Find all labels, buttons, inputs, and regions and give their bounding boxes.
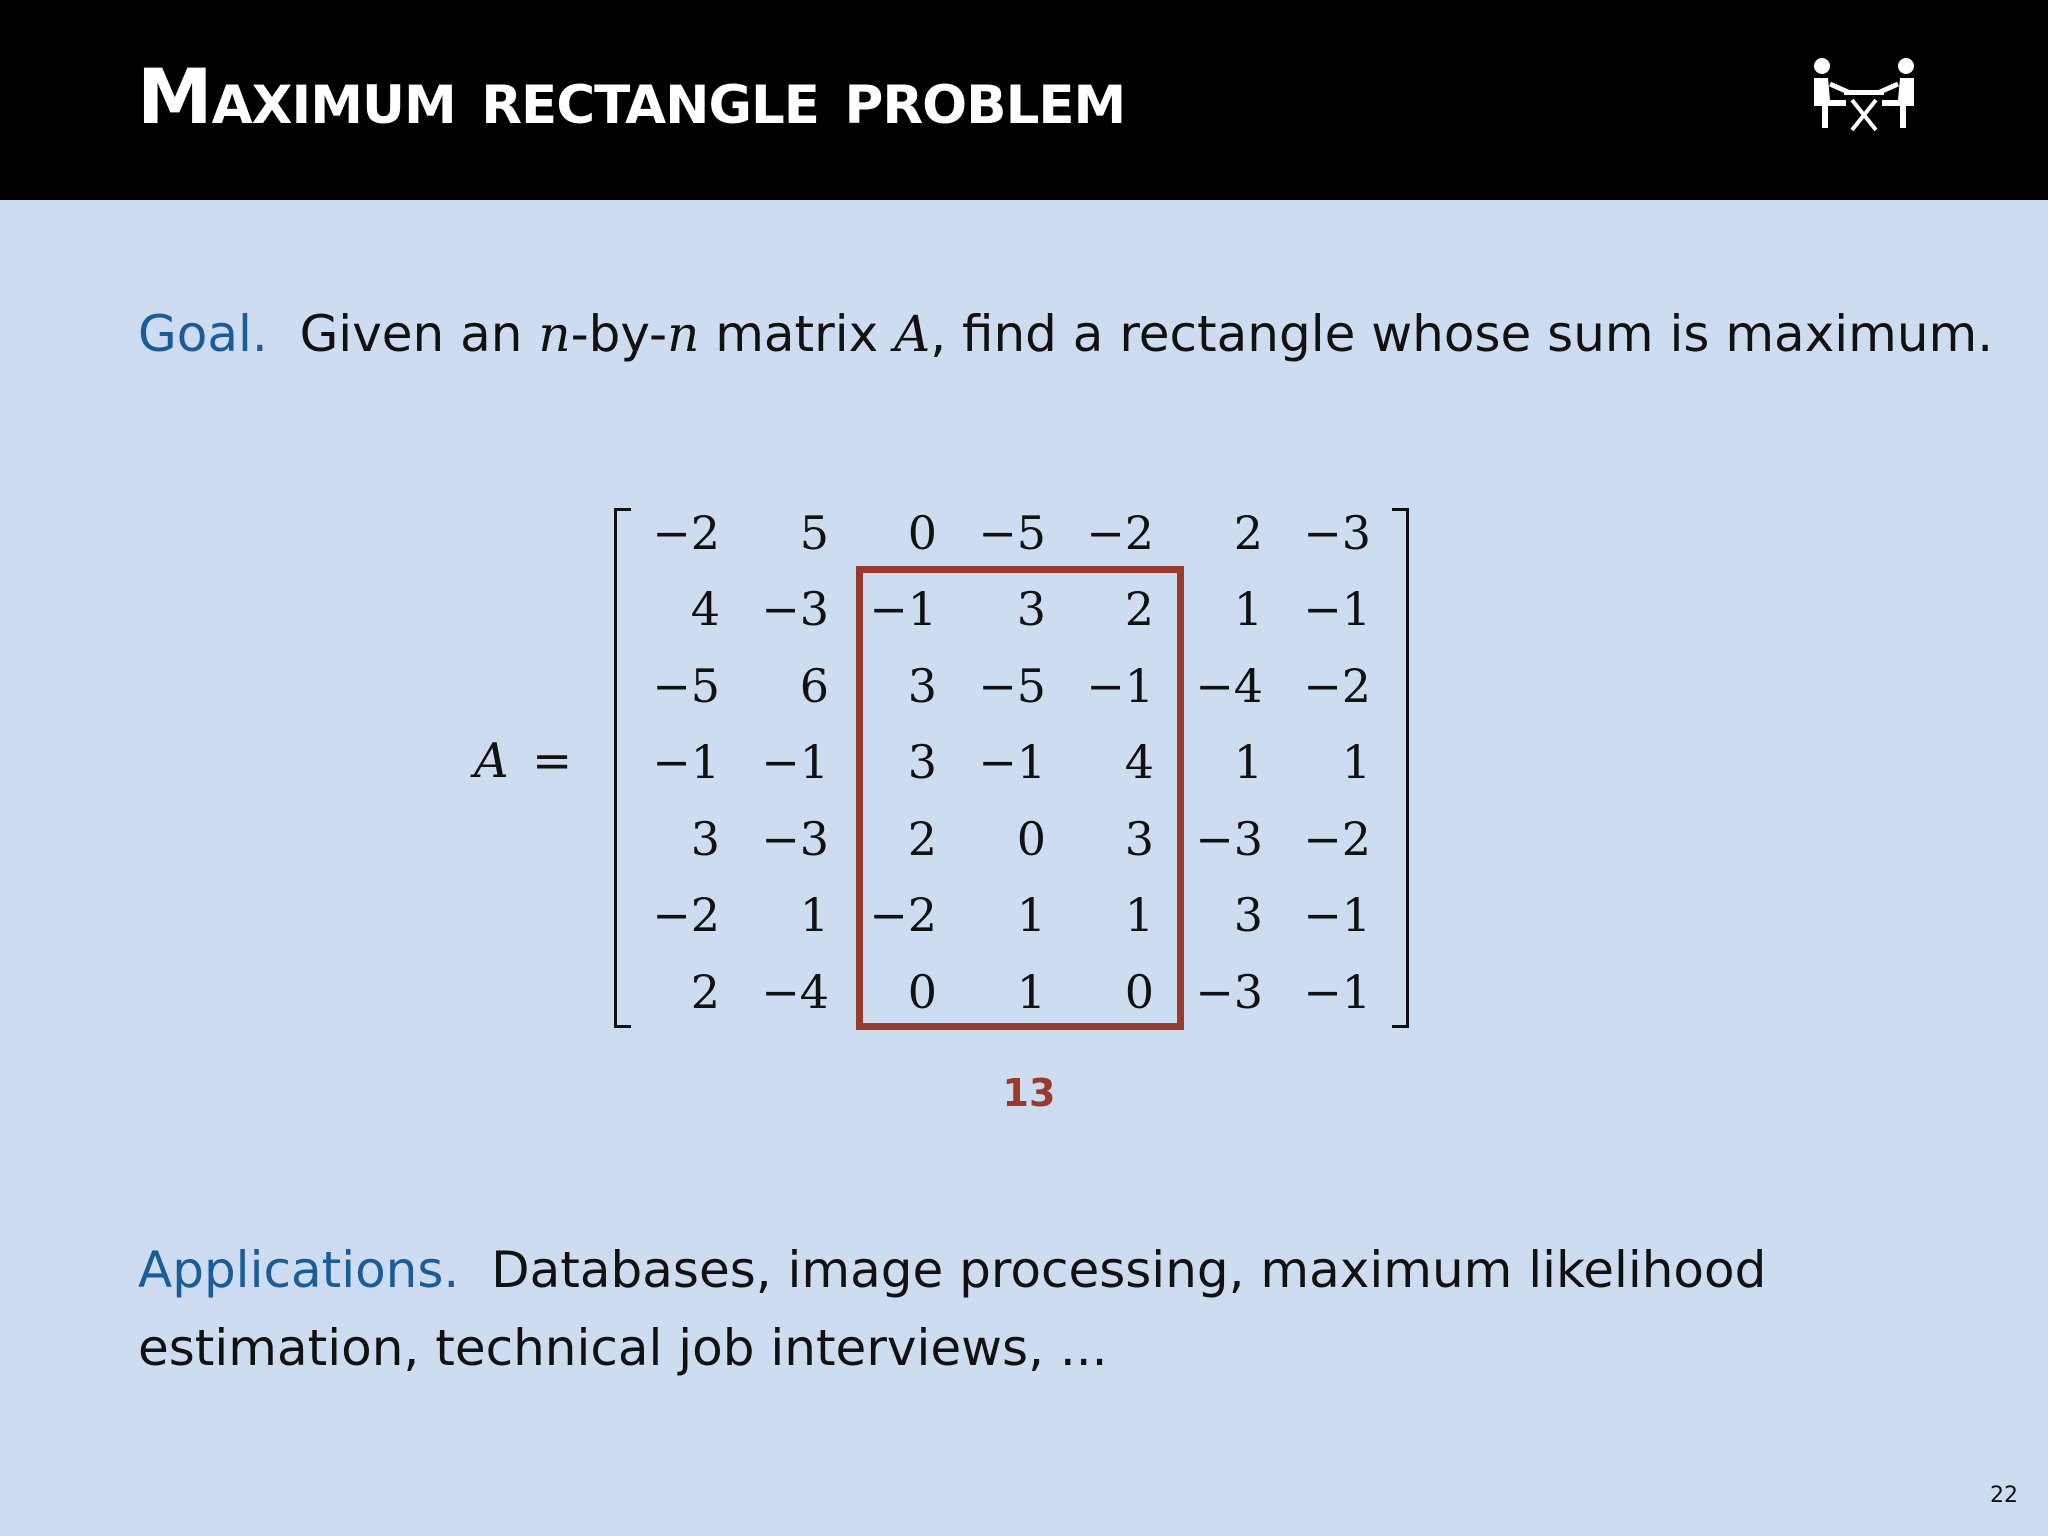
- goal-n2: n: [667, 305, 700, 363]
- slide-title: Maximum rectangle problem: [137, 52, 1126, 141]
- matrix-cell: −4: [761, 965, 829, 1019]
- page-number: 22: [1990, 1483, 2018, 1508]
- matrix-cell: −1: [652, 735, 720, 789]
- matrix-cell: −2: [652, 888, 720, 942]
- goal-text-3: matrix: [699, 305, 895, 363]
- matrix-cell: 1: [1233, 735, 1263, 789]
- matrix-cell: −1: [1303, 965, 1371, 1019]
- matrix-cell: −1: [869, 582, 937, 636]
- matrix-cell: 3: [907, 735, 937, 789]
- applications-text-2: estimation, technical job interviews, ...: [138, 1319, 1108, 1377]
- goal-text-4: , find a rectangle whose sum is maximum.: [930, 305, 1994, 363]
- left-bracket: [614, 508, 631, 1028]
- applications-line-1: [138, 1240, 1766, 1300]
- matrix-cell: 3: [1016, 582, 1046, 636]
- applications-line-2: [138, 1318, 1108, 1378]
- matrix-cell: 0: [1016, 812, 1046, 866]
- matrix-cell: −1: [1086, 659, 1154, 713]
- matrix-cell: −1: [761, 735, 829, 789]
- matrix-cell: −3: [761, 582, 829, 636]
- matrix-cell: 1: [799, 888, 829, 942]
- matrix-cell: 5: [799, 506, 829, 560]
- matrix-cell: 2: [907, 812, 937, 866]
- matrix-cell: −2: [1303, 659, 1371, 713]
- matrix-cell: 6: [799, 659, 829, 713]
- matrix-cell: −2: [652, 506, 720, 560]
- goal-n1: n: [538, 305, 571, 363]
- matrix-name: A: [474, 733, 509, 789]
- interview-icon: [1808, 56, 1920, 136]
- applications-text-1: Databases, image processing, maximum likelihood: [491, 1241, 1767, 1299]
- matrix-cell: −2: [1086, 506, 1154, 560]
- matrix-cell: 0: [1124, 965, 1154, 1019]
- matrix-cell: −1: [1303, 582, 1371, 636]
- matrix-cell: 4: [690, 582, 720, 636]
- matrix-cell: −5: [652, 659, 720, 713]
- matrix-cell: 2: [1124, 582, 1154, 636]
- matrix-cell: 0: [907, 506, 937, 560]
- matrix-cell: 1: [1233, 582, 1263, 636]
- matrix-cell: −2: [869, 888, 937, 942]
- goal-a: A: [894, 305, 931, 363]
- matrix-cell: −4: [1195, 659, 1263, 713]
- matrix-cell: −3: [761, 812, 829, 866]
- matrix-cell: 3: [690, 812, 720, 866]
- matrix-cell: −1: [978, 735, 1046, 789]
- matrix-cell: −2: [1303, 812, 1371, 866]
- matrix-cell: 2: [1233, 506, 1263, 560]
- matrix-cell: −1: [1303, 888, 1371, 942]
- matrix-cell: 3: [1233, 888, 1263, 942]
- matrix-cell: −3: [1303, 506, 1371, 560]
- goal-text-2: -by-: [570, 305, 668, 363]
- goal-label: Goal.: [138, 305, 268, 363]
- right-bracket: [1392, 508, 1409, 1028]
- rectangle-sum: 13: [1002, 1071, 1056, 1115]
- goal-statement: [138, 304, 1993, 364]
- matrix-cell: 1: [1124, 888, 1154, 942]
- matrix-cell: −3: [1195, 812, 1263, 866]
- matrix-cell: 3: [907, 659, 937, 713]
- matrix-cell: −3: [1195, 965, 1263, 1019]
- slide-header: [0, 0, 2048, 200]
- matrix-cell: 1: [1016, 965, 1046, 1019]
- matrix-cell: 0: [907, 965, 937, 1019]
- matrix-cell: 2: [690, 965, 720, 1019]
- matrix-cell: 1: [1016, 888, 1046, 942]
- matrix-cell: −5: [978, 659, 1046, 713]
- matrix-cell: 4: [1124, 735, 1154, 789]
- equals-sign: =: [532, 733, 573, 789]
- matrix-cell: 3: [1124, 812, 1154, 866]
- applications-label: Applications.: [138, 1241, 460, 1299]
- matrix-cell: 1: [1341, 735, 1371, 789]
- goal-text-1: Given an: [299, 305, 539, 363]
- matrix-cell: −5: [978, 506, 1046, 560]
